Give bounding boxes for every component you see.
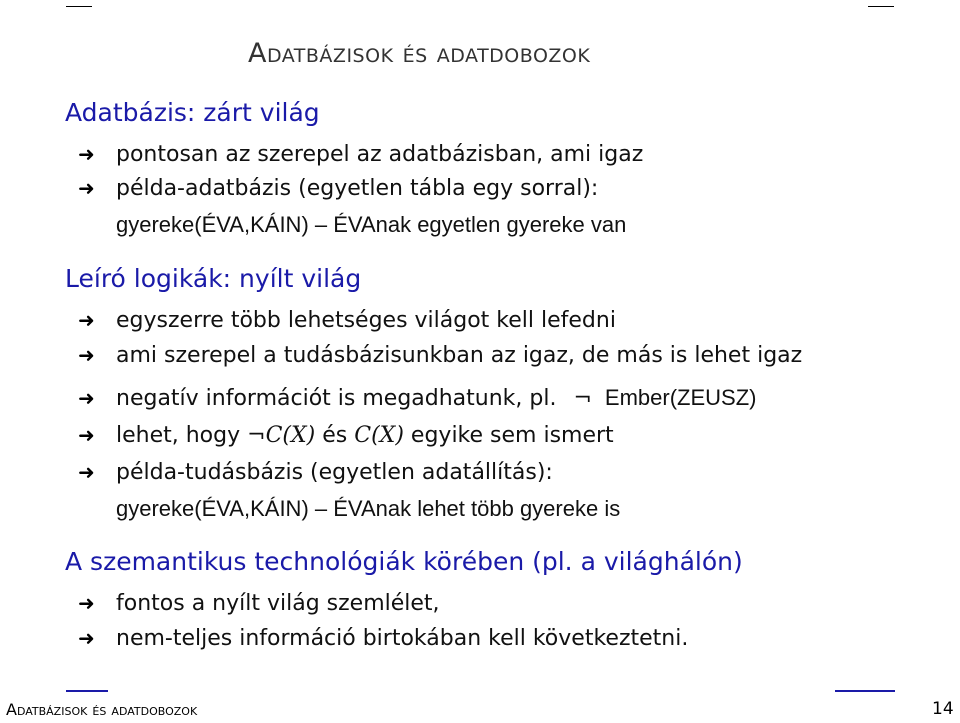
list-item xyxy=(78,308,616,333)
footer-rule-right xyxy=(835,690,895,692)
list-item-text: egyike sem ismert xyxy=(410,423,614,448)
arrow-right-icon: ➜ xyxy=(78,460,95,484)
list-item xyxy=(78,176,598,201)
list-item xyxy=(78,626,688,651)
footer-rule-left xyxy=(66,690,108,692)
list-item xyxy=(78,142,643,167)
list-item xyxy=(78,343,802,368)
list-item-text: példa-adatbázis (egyetlen tábla egy sorral): xyxy=(116,176,599,201)
corner-mark-top-left xyxy=(66,6,92,7)
list-item-text: fontos a nyílt világ szemlélet, xyxy=(116,591,440,616)
list-item xyxy=(78,423,614,448)
page-number: 14 xyxy=(932,699,954,719)
list-item xyxy=(78,385,756,411)
list-item xyxy=(78,460,553,485)
arrow-right-icon: ➜ xyxy=(78,308,95,332)
code-expression: Ember(ZEUSZ) xyxy=(604,385,757,410)
list-item-text: és xyxy=(322,423,348,448)
list-item-text: pontosan az szerepel az adatbázisban, ami igaz xyxy=(116,142,644,167)
arrow-right-icon: ➜ xyxy=(78,142,95,166)
list-item-text: nem-teljes információ birtokában kell következtetni. xyxy=(116,626,689,651)
list-item-text: ami szerepel a tudásbázisunkban az igaz, de más is lehet igaz xyxy=(116,343,803,368)
list-item-text: negatív információt is megadhatunk, pl. xyxy=(116,386,557,411)
section-heading-semantic-tech: A szemantikus technológiák körében (pl. a világhálón) xyxy=(65,547,743,576)
list-item xyxy=(78,591,440,616)
arrow-right-icon: ➜ xyxy=(78,626,95,650)
example-line: gyereke(ÉVA,KÁIN) – ÉVAnak egyetlen gyereke van xyxy=(116,212,627,237)
slide-title: Adatbázisok és adatdobozok xyxy=(248,38,591,69)
math-expression: C(X) xyxy=(354,423,404,448)
arrow-right-icon: ➜ xyxy=(78,343,95,367)
list-item-text: példa-tudásbázis (egyetlen adatállítás): xyxy=(116,460,553,485)
arrow-right-icon: ➜ xyxy=(78,176,95,200)
list-item-text: egyszerre több lehetséges világot kell lefedni xyxy=(116,308,616,333)
footer-title: Adatbázisok és adatdobozok xyxy=(6,700,198,719)
math-expression: ¬C(X) xyxy=(247,423,316,448)
arrow-right-icon: ➜ xyxy=(78,423,95,447)
list-item-text: lehet, hogy xyxy=(116,423,241,448)
arrow-right-icon: ➜ xyxy=(78,386,95,410)
negation-symbol: ¬ xyxy=(573,386,592,411)
section-heading-closed-world: Adatbázis: zárt világ xyxy=(65,98,320,127)
corner-mark-top-right xyxy=(868,6,894,7)
example-line: gyereke(ÉVA,KÁIN) – ÉVAnak lehet több gyereke is xyxy=(116,496,621,521)
section-heading-open-world: Leíró logikák: nyílt világ xyxy=(65,264,362,293)
arrow-right-icon: ➜ xyxy=(78,591,95,615)
